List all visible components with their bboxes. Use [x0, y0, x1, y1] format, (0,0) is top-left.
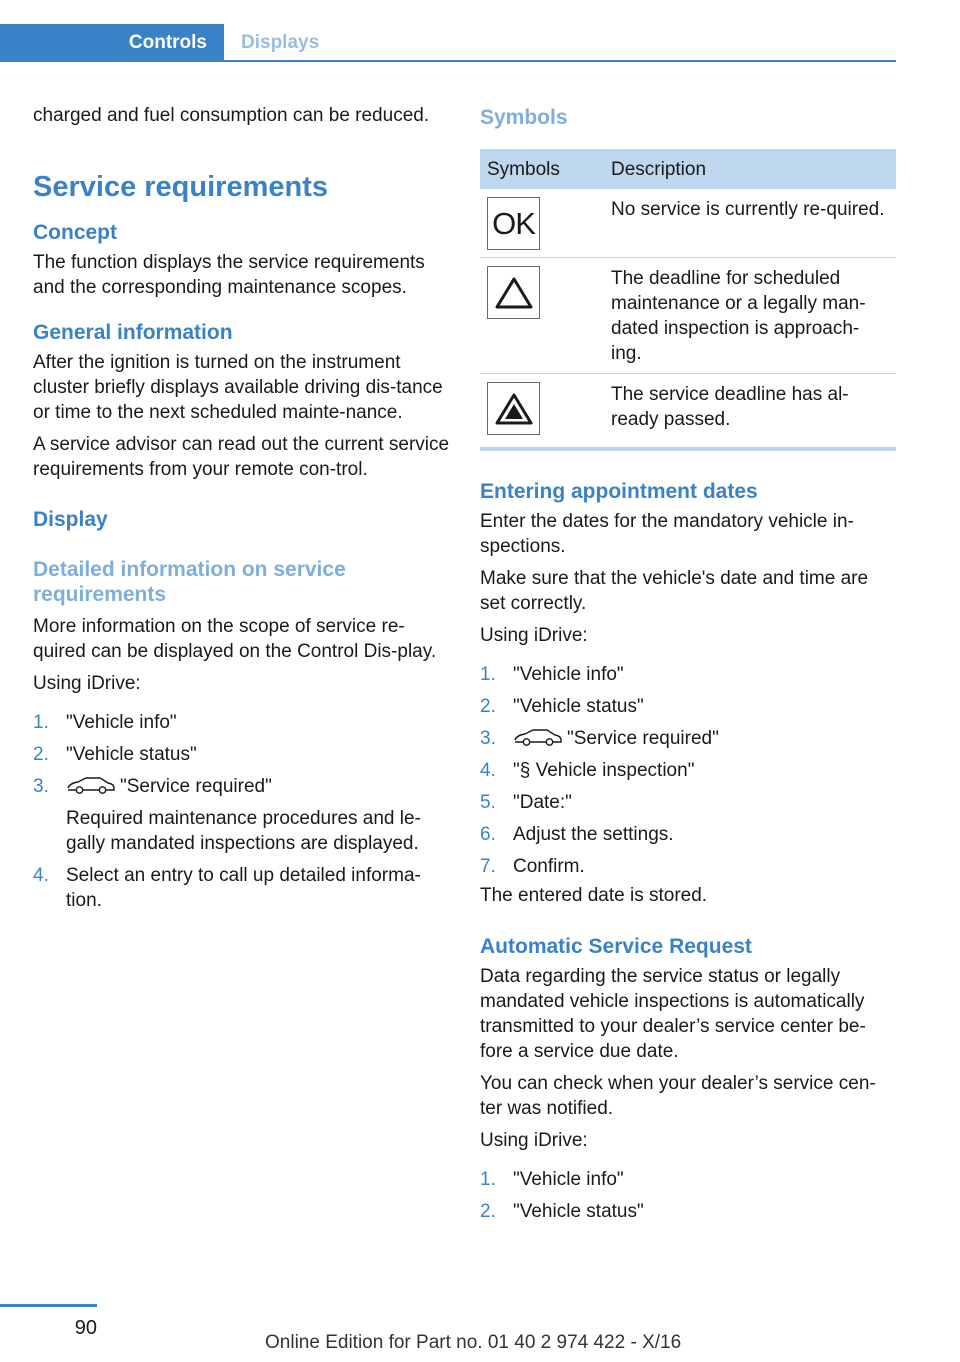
using-idrive-label: Using iDrive: [480, 1130, 588, 1151]
warning-triangle-icon [487, 266, 540, 319]
detail-text: More information on the scope of service re-quired can be displayed on the Control Dis-play. [33, 616, 437, 662]
list-item: 4. "§ Vehicle inspection" [480, 760, 695, 781]
left-steps-list [33, 710, 451, 913]
asr-text-2: You can check when your dealer’s service cen-ter was notified. [480, 1073, 876, 1119]
appointment-text-2: Make sure that the vehicle's date and time are set correctly. [480, 568, 869, 614]
right-column [480, 100, 896, 1231]
header-divider [0, 60, 896, 62]
appointment-text-1: Enter the dates for the mandatory vehicle in-spections. [480, 511, 854, 557]
warning-triangle-filled-icon [487, 382, 540, 435]
list-item: 1. "Vehicle info" [480, 1169, 624, 1190]
list-item: 1. "Vehicle info" [33, 712, 177, 733]
detail-heading: Detailed information on service requirements [33, 558, 346, 606]
table-header-description: Description [604, 149, 896, 189]
table-cell-description: The service deadline has al-ready passed. [604, 374, 896, 450]
section-title: Service requirements [33, 171, 328, 203]
list-item: 1. "Vehicle info" [480, 664, 624, 685]
list-item: 2. "Vehicle status" [480, 696, 644, 717]
footer-divider [0, 1304, 97, 1307]
table-cell-description: The deadline for scheduled maintenance or a legally man-dated inspection is approach-ing. [604, 258, 896, 374]
list-item: 2. "Vehicle status" [480, 1201, 644, 1222]
using-idrive-label: Using iDrive: [480, 625, 588, 646]
list-item: 5. "Date:" [480, 792, 572, 813]
table-header-row [480, 149, 896, 189]
page-header [0, 0, 960, 62]
tab-controls[interactable]: Controls [0, 24, 224, 61]
list-item: 3. "Service required" Required maintenance procedures and le-gally mandated inspections are displayed. [33, 774, 451, 856]
page-number: 90 [74, 1317, 97, 1339]
car-icon [66, 776, 116, 794]
list-item: 2. "Vehicle status" [33, 744, 197, 765]
general-info-text-1: After the ignition is turned on the instrument cluster briefly displays available driving dis-tance or time to the next scheduled mainte-nance. [33, 352, 443, 423]
symbols-table [480, 149, 896, 451]
right-steps-list [480, 662, 896, 879]
intro-text: charged and fuel consumption can be reduced. [33, 105, 430, 126]
edition-text: Online Edition for Part no. 01 40 2 974 422 - X/16 [265, 1332, 682, 1353]
table-header-symbols: Symbols [480, 149, 604, 189]
asr-text-1: Data regarding the service status or legally mandated vehicle inspections is automatically transmitted to your dealer’s service center be-fore a service due date. [480, 966, 866, 1062]
left-column [33, 100, 451, 920]
car-icon [513, 728, 563, 746]
concept-heading: Concept [33, 221, 117, 244]
tab-displays[interactable]: Displays [241, 31, 320, 53]
step-note: Required maintenance procedures and le-gally mandated inspections are displayed. [66, 808, 421, 854]
table-row [480, 189, 896, 258]
appointment-heading: Entering appointment dates [480, 480, 758, 503]
list-item: 3. "Service required" [480, 728, 719, 749]
using-idrive-label: Using iDrive: [33, 673, 141, 694]
table-cell-description: No service is currently re-quired. [604, 189, 896, 258]
asr-heading: Automatic Service Request [480, 935, 752, 958]
general-info-text-2: A service advisor can read out the current service requirements from your remote con-trol. [33, 434, 450, 480]
asr-steps-list [480, 1167, 896, 1224]
stored-note: The entered date is stored. [480, 885, 708, 906]
table-row [480, 258, 896, 374]
list-item: 6. Adjust the settings. [480, 824, 674, 845]
general-info-heading: General information [33, 321, 233, 344]
list-item: 4. Select an entry to call up detailed informa-tion. [33, 865, 421, 911]
table-row [480, 374, 896, 450]
list-item: 7. Confirm. [480, 856, 585, 877]
symbols-heading: Symbols [480, 106, 568, 129]
display-heading: Display [33, 508, 108, 531]
ok-icon: OK [487, 197, 540, 250]
concept-text: The function displays the service requirements and the corresponding maintenance scopes. [33, 252, 425, 298]
